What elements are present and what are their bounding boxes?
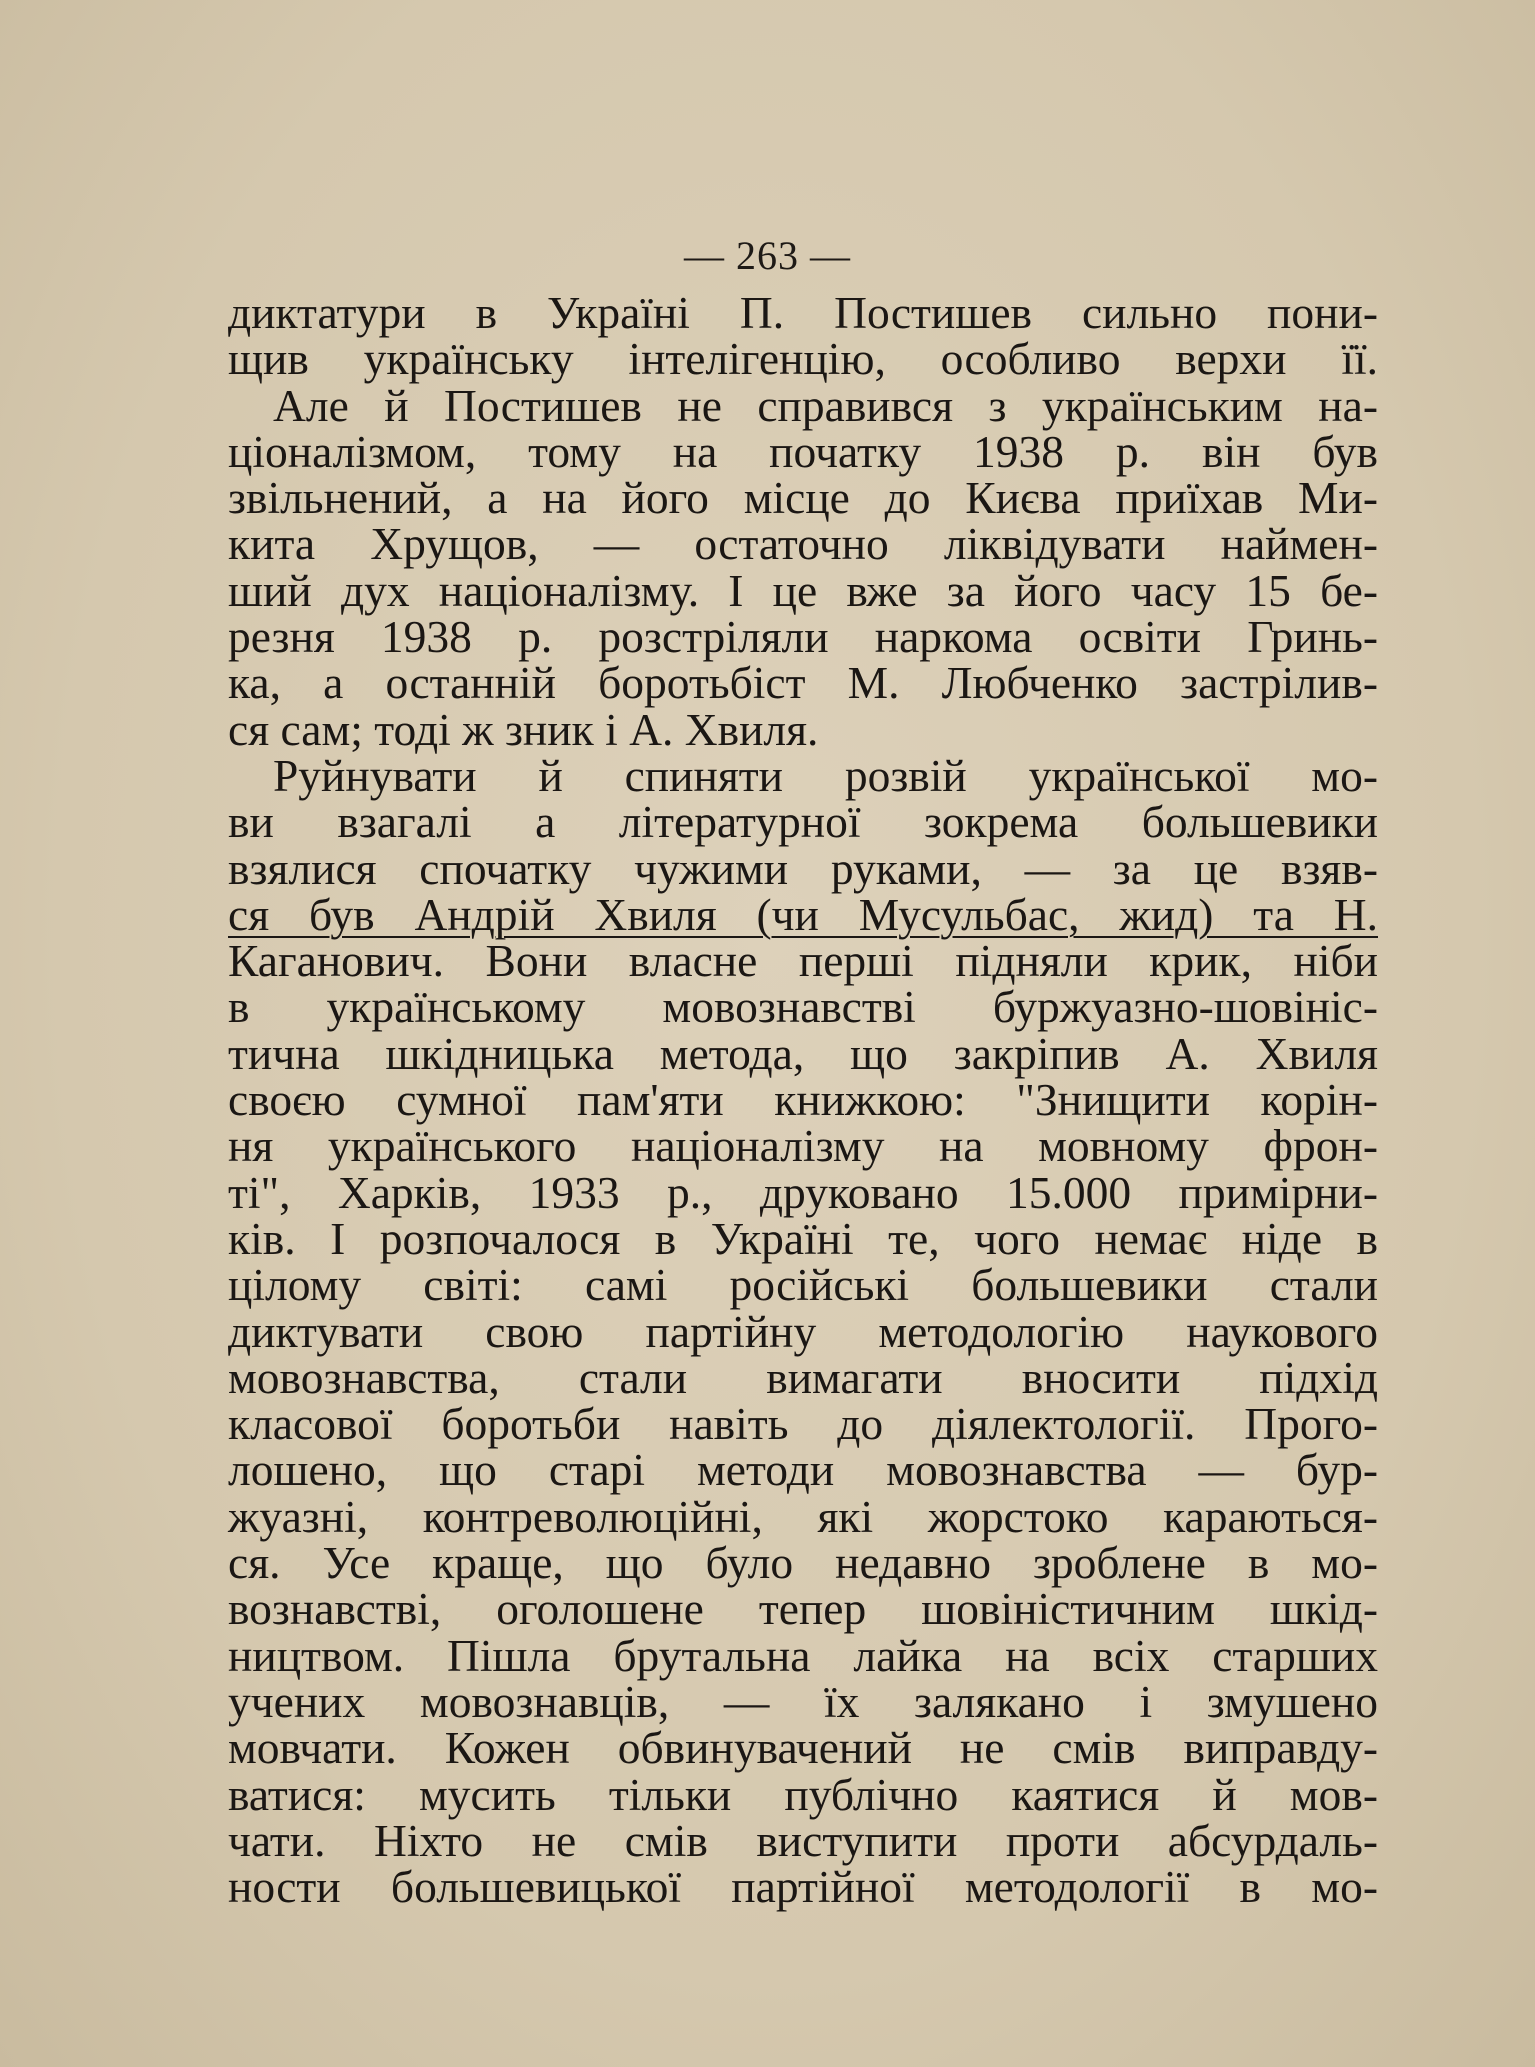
text-line: щив українську інтелігенцію, особливо верхи її. bbox=[228, 333, 1378, 385]
text-line: кита Хрущов, — остаточно ліквідувати наймен- bbox=[228, 518, 1378, 570]
text-line: ви взагалі а літературної зокрема большевики bbox=[228, 796, 1378, 848]
text-line: цілому світі: самі російські большевики стали bbox=[228, 1259, 1378, 1311]
text-line: ший дух націоналізму. І це вже за його часу 15 бе- bbox=[228, 564, 1378, 616]
text-line: ности большевицької партійної методології в мо- bbox=[228, 1861, 1378, 1913]
page-number: — 263 — bbox=[684, 233, 851, 278]
text-line: Але й Постишев не справився з українським на- bbox=[273, 379, 1378, 431]
text-line: лошено, що старі методи мовознавства — бур- bbox=[228, 1444, 1378, 1496]
text-line-underlined: ся був Андрій Хвиля (чи Мусульбас, жид) та Н. bbox=[228, 888, 1378, 940]
text-line: Руйнувати й спиняти розвій української мо- bbox=[273, 749, 1378, 801]
body-text bbox=[228, 287, 1378, 1913]
text-line: вознавстві, оголошене тепер шовіністичним шкід- bbox=[228, 1583, 1378, 1635]
text-line: взялися спочатку чужими руками, — за це взяв- bbox=[228, 842, 1378, 894]
text-line: ництвом. Пішла брутальна лайка на всіх старших bbox=[228, 1629, 1378, 1681]
text-line: класової боротьби навіть до діялектології. Прого- bbox=[228, 1398, 1378, 1450]
text-line: ня українського націоналізму на мовному фрон- bbox=[228, 1120, 1378, 1172]
text-line: звільнений, а на його місце до Києва приїхав Ми- bbox=[228, 472, 1378, 524]
text-line: ватися: мусить тільки публічно каятися й мов- bbox=[228, 1768, 1378, 1820]
text-line: ків. І розпочалося в Україні те, чого немає ніде в bbox=[228, 1212, 1378, 1264]
text-line: мовознавства, стали вимагати вносити підхід bbox=[228, 1351, 1378, 1403]
text-line: ся. Усе краще, що було недавно зроблене в мо- bbox=[228, 1537, 1378, 1589]
text-line: диктувати свою партійну методологію наукового bbox=[228, 1305, 1378, 1357]
text-line: чати. Ніхто не смів виступити проти абсурдаль- bbox=[228, 1814, 1378, 1866]
text-line: в українському мовознавстві буржуазно-шовініс- bbox=[228, 981, 1378, 1033]
text-line: своєю сумної пам'яти книжкою: "Знищити корін- bbox=[228, 1074, 1378, 1126]
text-line: мовчати. Кожен обвинувачений не смів виправду- bbox=[228, 1722, 1378, 1774]
text-line: Каганович. Вони власне перші підняли крик, ніби bbox=[228, 935, 1378, 987]
text-line: жуазні, контреволюційні, які жорстоко караються- bbox=[228, 1490, 1378, 1542]
text-line: ка, а останній боротьбіст М. Любченко застрілив- bbox=[228, 657, 1378, 709]
text-line: ціоналізмом, тому на початку 1938 р. він був bbox=[228, 425, 1378, 477]
text-line: тична шкідницька метода, що закріпив А. Хвиля bbox=[228, 1027, 1378, 1079]
text-line: ся сам; тоді ж зник і А. Хвиля. bbox=[228, 703, 819, 755]
text-line: ті", Харків, 1933 р., друковано 15.000 примірни- bbox=[228, 1166, 1378, 1218]
text-line: учених мовознавців, — їх залякано і змушено bbox=[228, 1675, 1378, 1727]
text-line: диктатури в Україні П. Постишев сильно пони- bbox=[228, 287, 1378, 338]
text-line: резня 1938 р. розстріляли наркома освіти Гринь- bbox=[228, 611, 1378, 663]
